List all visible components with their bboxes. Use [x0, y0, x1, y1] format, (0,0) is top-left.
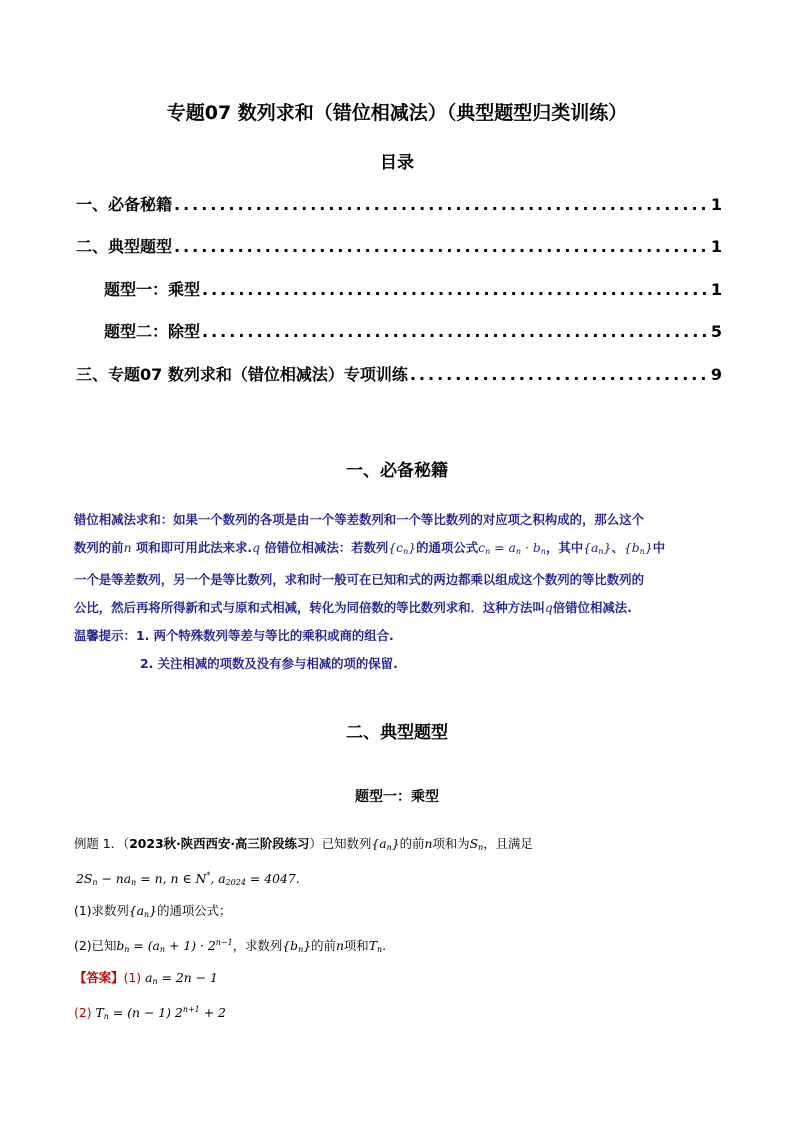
- tip-line-2: 2. 关注相减的项数及没有参与相减的项的保留.: [140, 656, 398, 671]
- answer-tag: 【答案】: [74, 970, 124, 985]
- toc-item-2[interactable]: [76, 234, 722, 260]
- question-2: (2)已知$b_n = (a_n + 1) \cdot 2^{n-1}$，求数列$\{b_n\}$的前n项和$T_n$.: [74, 938, 387, 954]
- example-stem-line-1: 例题 1．（2023秋·陕西西安·高三阶段练习）已知数列$\{a_n\}$的前n项和为$S_n$，且满足: [74, 836, 533, 852]
- toc-leader: [410, 365, 709, 384]
- toc-item-label: 一、必备秘籍: [76, 195, 173, 214]
- subsection-heading-1: 题型一：乘型: [355, 789, 439, 805]
- toc-page-number: 9: [710, 365, 722, 384]
- toc-page-number: 1: [710, 280, 722, 299]
- toc-item-label: 题型一：乘型: [104, 280, 201, 299]
- section-heading-2: 二、典型题型: [346, 723, 448, 743]
- example-condition: $2S_n - na_n = n$, n ∈ N*, $a_{2024} = 4047$.: [76, 871, 300, 887]
- toc-item-5[interactable]: [76, 362, 722, 388]
- toc-item-label: 三、专题07 数列求和（错位相减法）专项训练: [76, 365, 408, 384]
- section-heading-1: 一、必备秘籍: [346, 461, 448, 481]
- tip-line-1: 温馨提示：1. 两个特殊数列等差与等比的乘积或商的组合.: [74, 628, 394, 643]
- example-source: 2023秋·陕西西安·高三阶段练习: [129, 836, 310, 851]
- toc-item-label: 题型二：除型: [104, 322, 201, 341]
- secret-line-3: 一个是等差数列，另一个是等比数列，求和时一般可在已知和式的两边都乘以组成这个数列的等比数列的: [74, 572, 644, 587]
- toc-page-number: 5: [710, 322, 722, 341]
- toc-item-1[interactable]: [76, 192, 722, 218]
- page-title: 专题07 数列求和（错位相减法）（典型题型归类训练）: [166, 102, 628, 124]
- answer-1: 【答案】(1) $a_n = 2n - 1$: [74, 970, 218, 986]
- secret-line-2: 数列的前n 项和即可用此法来求.q 倍错位相减法：若数列$\{c_n\}$的通项公式$c_n = a_n \cdot b_n$，其中$\{a_n\}$、$\{b_n\}$中: [74, 540, 666, 556]
- toc-leader: [202, 280, 709, 299]
- tip-label: 温馨提示：: [74, 628, 136, 643]
- example-1: [74, 830, 724, 1031]
- secret-line-1: 错位相减法求和：如果一个数列的各项是由一个等差数列和一个等比数列的对应项之积构成的，那么这个: [74, 512, 644, 527]
- toc-leader: [174, 195, 709, 214]
- toc-item-4[interactable]: [104, 319, 722, 345]
- secret-block: [74, 506, 724, 678]
- toc-leader: [202, 322, 709, 341]
- secret-line-4: 公比，然后再将所得新和式与原和式相减，转化为同倍数的等比数列求和．这种方法叫q倍错位相减法.: [74, 600, 632, 615]
- toc-heading: 目录: [380, 153, 414, 173]
- toc-item-3[interactable]: [104, 277, 722, 303]
- toc-page-number: 1: [710, 195, 722, 214]
- question-1: (1)求数列$\{a_n\}$的通项公式；: [74, 903, 232, 919]
- toc-leader: [174, 237, 709, 256]
- toc-page-number: 1: [710, 237, 722, 256]
- answer-2: (2) $T_n = (n - 1) 2^{n+1} + 2$: [74, 1005, 226, 1021]
- toc-item-label: 二、典型题型: [76, 237, 173, 256]
